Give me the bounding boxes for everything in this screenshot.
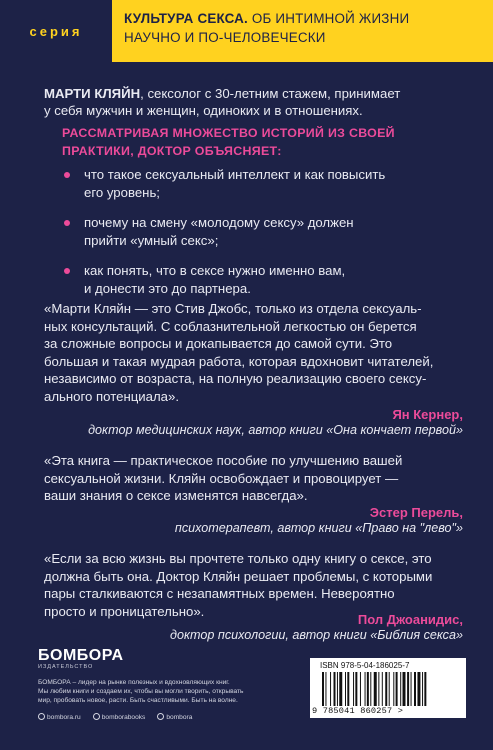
- author-name: МАРТИ КЛЯЙН: [44, 86, 141, 101]
- barcode-digits: 9 785041 860257 >: [312, 706, 404, 716]
- publisher-desc-line: Мы любим книги и создаем их, чтобы вы могли творить, открывать: [38, 688, 244, 695]
- quote-author-role: доктор психологии, автор книги «Библия секса»: [170, 628, 463, 642]
- instagram-icon: [93, 713, 100, 720]
- series-banner: [0, 0, 493, 62]
- publisher-logo: БОМБОРА: [38, 647, 124, 664]
- series-title: КУЛЬТУРА СЕКСА.: [124, 11, 248, 26]
- quote-line: независимо от возраста, на полную реализацию своего сексу-: [44, 371, 427, 387]
- bullet-line: как понять, что в сексе нужно именно вам,: [84, 263, 346, 278]
- publisher-link-label: bombora: [166, 714, 193, 721]
- quote-kerner: [44, 300, 468, 406]
- quote-perel: [44, 452, 468, 505]
- quote-line: должна быть она. Доктор Кляйн решает проблемы, с которыми: [44, 568, 433, 584]
- bullet-dot-icon: [64, 220, 70, 226]
- publisher-desc: [38, 678, 273, 705]
- bullet-line: прийти «умный секс»;: [84, 232, 219, 248]
- publisher-link[interactable]: [38, 713, 81, 721]
- quote-author-role: психотерапевт, автор книги «Право на "лево"»: [174, 521, 463, 535]
- vk-icon: [157, 713, 164, 720]
- bullet-line: и донести это до партнера.: [84, 280, 251, 296]
- bullet-line: что такое сексуальный интеллект и как повысить: [84, 167, 386, 182]
- quote-line: сексуальной жизни. Кляйн освобождает и провоцирует —: [44, 470, 399, 486]
- quote-line: «Если за всю жизнь вы прочтете только одну книгу о сексе, это: [44, 551, 432, 566]
- quote-author: Ян Кернер,: [392, 407, 463, 422]
- quote-joannides: [44, 550, 468, 620]
- publisher-desc-line: БОМБОРА – лидер на рынке полезных и вдохновляющих книг.: [38, 679, 230, 686]
- publisher-desc-line: мир, пробовать новое, расти. Быть счастливыми. Быть на волне.: [38, 697, 238, 704]
- quote-line: «Эта книга — практическое пособие по улучшению вашей: [44, 453, 403, 468]
- bullet-line: его уровень;: [84, 184, 160, 200]
- intro-line1-rest: , сексолог с 30-летним стажем, принимает: [140, 86, 401, 101]
- globe-icon: [38, 713, 45, 720]
- barcode-box: [310, 658, 466, 718]
- series-tag: [0, 0, 112, 62]
- quote-line: ального потенциала».: [44, 388, 180, 404]
- series-line1-rest: ОБ ИНТИМНОЙ ЖИЗНИ: [247, 11, 410, 26]
- bullet-dot-icon: [64, 268, 70, 274]
- publisher-link[interactable]: [157, 713, 192, 721]
- bullet-dot-icon: [64, 172, 70, 178]
- bullet-item: [62, 262, 462, 297]
- publisher-link-label: bombora.ru: [47, 714, 81, 721]
- quote-line: ных консультаций. С соблазнительной легкостью он берется: [44, 318, 417, 334]
- intro-line2: у себя мужчин и женщин, одиноких и в отношениях.: [44, 103, 363, 118]
- quote-author: Эстер Перель,: [369, 505, 463, 520]
- publisher-links: [38, 713, 273, 721]
- bullet-list: [62, 166, 462, 310]
- isbn-label: ISBN 978-5-04-186025-7: [320, 661, 410, 670]
- bullet-line: почему на смену «молодому сексу» должен: [84, 215, 354, 230]
- bullet-item: [62, 214, 462, 249]
- quote-line: большая и такая мудрая работа, которая вдохновит читателей,: [44, 353, 434, 369]
- lead-line2: ПРАКТИКИ, ДОКТОР ОБЪЯСНЯЕТ:: [62, 144, 282, 158]
- author-intro: [44, 85, 464, 119]
- quote-author-role: доктор медицинских наук, автор книги «Она кончает первой»: [88, 423, 463, 437]
- quote-line: «Марти Кляйн — это Стив Джобс, только из отдела сексуаль-: [44, 301, 422, 316]
- publisher-block: [38, 648, 273, 721]
- series-tag-label: серия: [29, 23, 83, 39]
- quote-line: ваши знания о сексе изменятся навсегда».: [44, 488, 308, 504]
- lead-line1: РАССМАТРИВАЯ МНОЖЕСТВО ИСТОРИЙ ИЗ СВОЕЙ: [62, 126, 395, 140]
- lead-heading: [62, 124, 442, 160]
- publisher-sub: ИЗДАТЕЛЬСТВО: [38, 664, 94, 670]
- publisher-link-label: bomborabooks: [101, 714, 146, 721]
- barcode-icon: [322, 672, 454, 706]
- quote-line: за сложные вопросы и докапывается до самой сути. Это: [44, 336, 393, 352]
- quote-author: Пол Джоанидис,: [357, 612, 463, 627]
- bullet-item: [62, 166, 462, 201]
- quote-line: пары сталкиваются с незапамятных времен. Невероятно: [44, 586, 395, 602]
- series-info: [112, 0, 493, 62]
- publisher-link[interactable]: [93, 713, 146, 721]
- series-line2: НАУЧНО И ПО-ЧЕЛОВЕЧЕСКИ: [124, 30, 326, 45]
- quote-line: просто и проницательно».: [44, 603, 205, 619]
